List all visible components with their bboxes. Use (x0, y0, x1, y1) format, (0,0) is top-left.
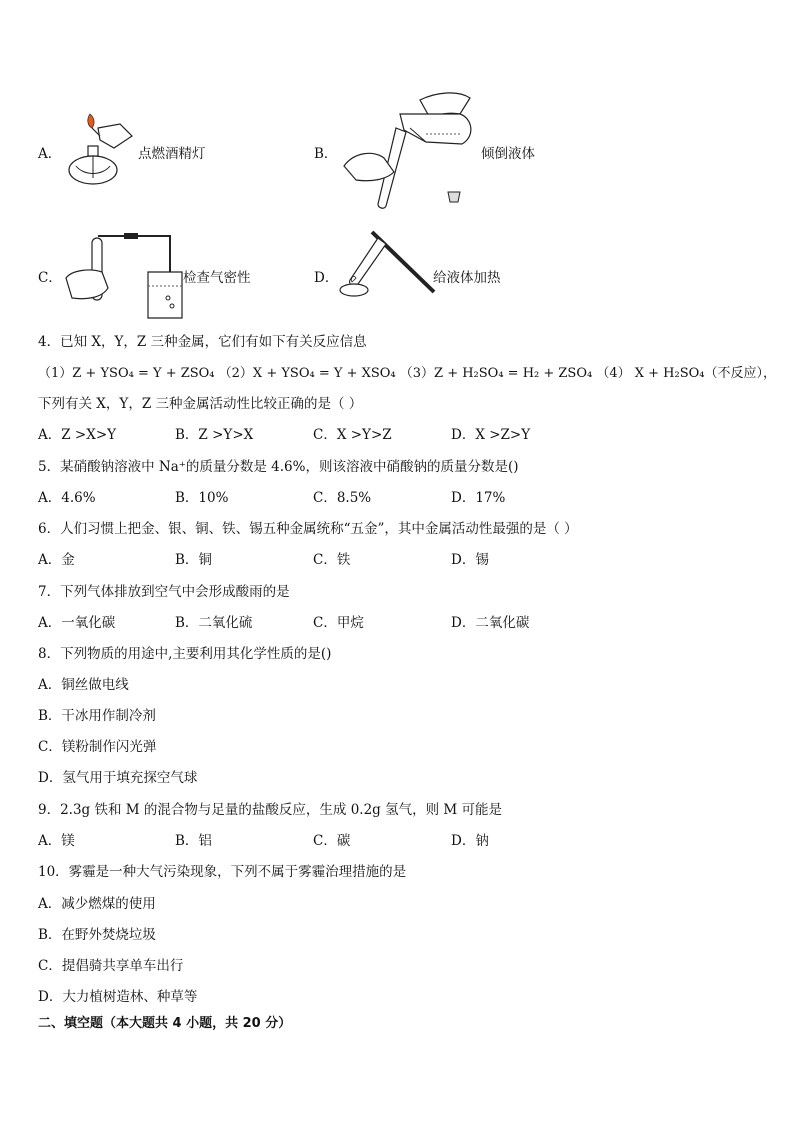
q6-option-d[interactable]: D．锡 (451, 552, 489, 568)
q8-option-d[interactable]: D．氢气用于填充探空气球 (38, 770, 198, 786)
q9-option-d[interactable]: D．钠 (451, 833, 489, 849)
q9-option-b[interactable]: B．铝 (175, 833, 212, 849)
q7-option-b[interactable]: B．二氧化硫 (175, 615, 253, 631)
q10-option-d[interactable]: D．大力植树造林、种草等 (38, 989, 198, 1005)
q7-stem: 7．下列气体排放到空气中会形成酸雨的是 (38, 584, 290, 600)
q4-reactions: （1）Z + YSO₄ = Y + ZSO₄ （2）X + YSO₄ = Y + XSO₄ （3）Z + H₂SO₄ = H₂ + ZSO₄ （4） X + H₂SO₄（不反应）， (38, 366, 776, 381)
q7-option-c[interactable]: C．甲烷 (313, 615, 364, 631)
q8-option-c[interactable]: C．镁粉制作闪光弹 (38, 739, 157, 755)
q6-stem: 6．人们习惯上把金、银、铜、铁、锡五种金属统称“五金”，其中金属活动性最强的是（ ） (38, 521, 578, 537)
alcohol-lamp-lighting-figure (62, 106, 142, 196)
q4-stem: 4．已知 X，Y，Z 三种金属，它们有如下有关反应信息 (38, 334, 367, 350)
q7-option-d[interactable]: D．二氧化碳 (451, 615, 530, 631)
q5-stem: 5．某硝酸钠溶液中 Na⁺的质量分数是 4.6%，则该溶液中硝酸钠的质量分数是() (38, 459, 519, 475)
pouring-liquid-figure (340, 88, 490, 213)
q7-option-a[interactable]: A．一氧化碳 (38, 615, 116, 631)
q9-option-c[interactable]: C．碳 (313, 833, 351, 849)
q4-option-b[interactable]: B．Z >Y>X (175, 427, 254, 443)
option-c-caption: 检查气密性 (183, 270, 251, 286)
q6-option-c[interactable]: C．铁 (313, 552, 351, 568)
q4-question: 下列有关 X，Y，Z 三种金属活动性比较正确的是（ ） (38, 396, 363, 412)
option-b-caption: 倾倒液体 (481, 146, 535, 162)
q4-option-a[interactable]: A．Z >X>Y (38, 427, 117, 443)
q5-option-b[interactable]: B．10% (175, 490, 229, 506)
q5-option-c[interactable]: C．8.5% (313, 490, 372, 506)
q6-option-b[interactable]: B．铜 (175, 552, 212, 568)
option-b-letter: B． (314, 146, 338, 162)
q10-option-b[interactable]: B．在野外焚烧垃圾 (38, 927, 156, 943)
option-c-letter: C． (38, 270, 62, 286)
option-a-caption: 点燃酒精灯 (138, 146, 206, 162)
q4-option-d[interactable]: D．X >Z>Y (451, 427, 531, 443)
q5-option-a[interactable]: A．4.6% (38, 490, 96, 506)
option-d-caption: 给液体加热 (433, 270, 501, 286)
q8-stem: 8．下列物质的用途中,主要利用其化学性质的是() (38, 646, 332, 662)
option-a-letter: A． (38, 146, 62, 162)
q10-option-c[interactable]: C．提倡骑共享单车出行 (38, 958, 184, 974)
q5-option-d[interactable]: D．17% (451, 490, 506, 506)
q9-option-a[interactable]: A．镁 (38, 833, 75, 849)
q9-stem: 9．2.3g 铁和 M 的混合物与足量的盐酸反应，生成 0.2g 氢气，则 M 可能是 (38, 802, 502, 818)
airtightness-check-figure (62, 228, 186, 320)
q10-option-a[interactable]: A．减少燃煤的使用 (38, 896, 156, 912)
q4-option-c[interactable]: C．X >Y>Z (313, 427, 392, 443)
q8-option-b[interactable]: B．干冰用作制冷剂 (38, 708, 156, 724)
heating-liquid-figure (338, 228, 438, 298)
q8-option-a[interactable]: A．铜丝做电线 (38, 677, 129, 693)
option-d-letter: D． (314, 270, 339, 286)
q6-option-a[interactable]: A．金 (38, 552, 75, 568)
q10-stem: 10．雾霾是一种大气污染现象，下列不属于雾霾治理措施的是 (38, 864, 407, 880)
section-heading-fill-in: 二、填空题（本大题共 4 小题，共 20 分） (38, 1016, 292, 1031)
